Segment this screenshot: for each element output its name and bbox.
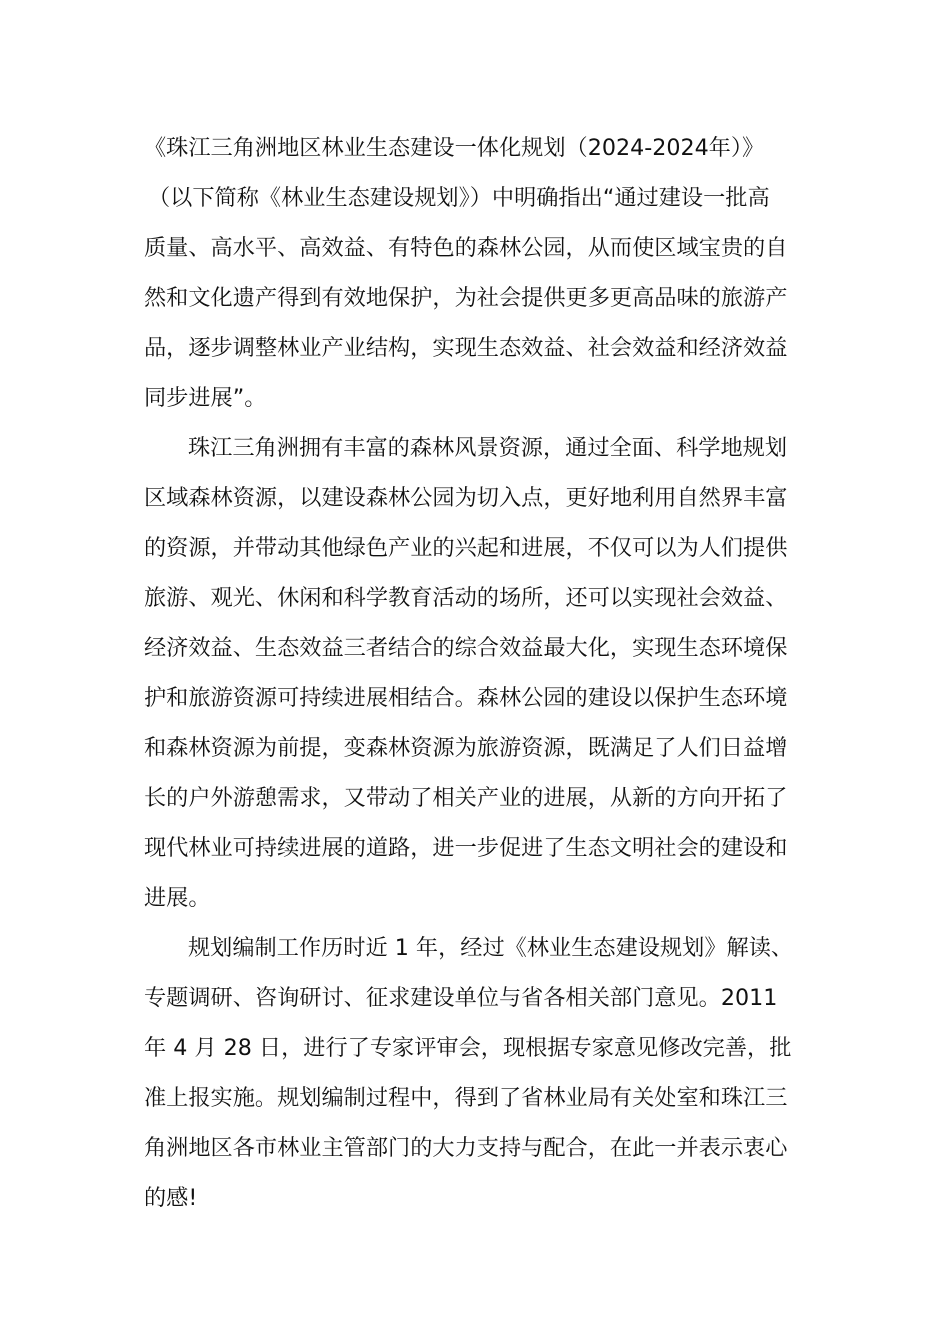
paragraph-line: 进展。	[144, 885, 211, 911]
paragraph-line: 长的户外游憩需求，又带动了相关产业的进展，从新的方向开拓了	[144, 785, 788, 811]
paragraph-line: 然和文化遗产得到有效地保护，为社会提供更多更高品味的旅游产	[144, 285, 788, 311]
paragraph-line: 专题调研、咨询研讨、征求建设单位与省各相关部门意见。2011	[144, 985, 778, 1011]
paragraph-line: 珠江三角洲拥有丰富的森林风景资源，通过全面、科学地规划	[188, 435, 788, 461]
paragraph-line: 规划编制工作历时近 1 年，经过《林业生态建设规划》解读、	[188, 935, 794, 961]
paragraph-line: 的资源，并带动其他绿色产业的兴起和进展，不仅可以为人们提供	[144, 535, 788, 561]
paragraph-line: 护和旅游资源可持续进展相结合。森林公园的建设以保护生态环境	[144, 685, 788, 711]
paragraph-line: 准上报实施。规划编制过程中，得到了省林业局有关处室和珠江三	[144, 1085, 788, 1111]
paragraph-line: 经济效益、生态效益三者结合的综合效益最大化，实现生态环境保	[144, 635, 788, 661]
paragraph-line: （以下简称《林业生态建设规划》）中明确指出“通过建设一批高	[148, 185, 770, 211]
paragraph-line: 年 4 月 28 日，进行了专家评审会，现根据专家意见修改完善，批	[144, 1035, 792, 1061]
paragraph-line: 区域森林资源，以建设森林公园为切入点，更好地利用自然界丰富	[144, 485, 788, 511]
paragraph-line: 现代林业可持续进展的道路，进一步促进了生态文明社会的建设和	[144, 835, 788, 861]
paragraph-line: 和森林资源为前提，变森林资源为旅游资源，既满足了人们日益增	[144, 735, 788, 761]
paragraph-line: 的感!	[144, 1185, 198, 1211]
paragraph-line: 《珠江三角洲地区林业生态建设一体化规划（2024-2024年）》	[144, 135, 765, 161]
paragraph-line: 角洲地区各市林业主管部门的大力支持与配合，在此一并表示衷心	[144, 1135, 788, 1161]
paragraph-line: 质量、高水平、高效益、有特色的森林公园，从而使区域宝贵的自	[144, 235, 788, 261]
paragraph-line: 品，逐步调整林业产业结构，实现生态效益、社会效益和经济效益	[144, 335, 788, 361]
paragraph-line: 同步进展”。	[144, 385, 267, 411]
paragraph-line: 旅游、观光、休闲和科学教育活动的场所，还可以实现社会效益、	[144, 585, 788, 611]
